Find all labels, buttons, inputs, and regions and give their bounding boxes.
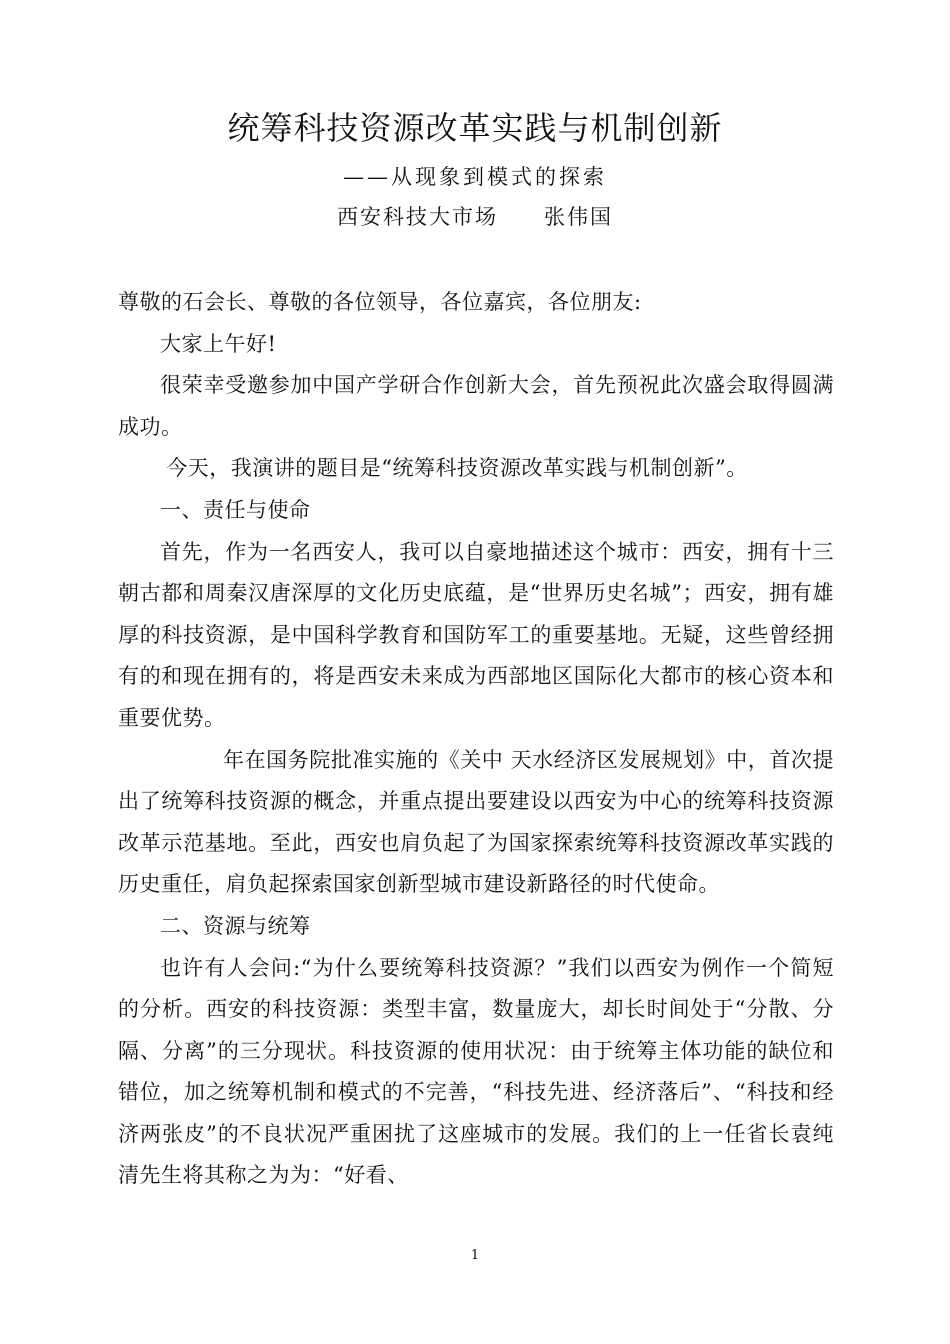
paragraph-opening: 很荣幸受邀参加中国产学研合作创新大会，首先预祝此次盛会取得圆满成功。 (118, 373, 834, 439)
author-organization: 西安科技大市场 (337, 205, 498, 229)
paragraph-xian-intro: 首先，作为一名西安人，我可以自豪地描述这个城市：西安，拥有十三朝古都和周秦汉唐深厚的文化历史底蕴，是“世界历史名城”；西安，拥有雄厚的科技资源，是中国科学教育和国防军工的重要基地。无疑，这些曾经拥有的和现在拥有的，将是西安未来成为西部地区国际化大都市的核心资本和重要优势。 (118, 539, 834, 730)
greeting: 大家上午好! (160, 331, 277, 356)
author-line (0, 202, 950, 232)
section-heading-2: 二、资源与统筹 (160, 913, 311, 938)
author-name: 张伟国 (544, 205, 613, 229)
paragraph-topic: 今天，我演讲的题目是“统筹科技资源改革实践与机制创新”。 (166, 456, 748, 481)
paragraph-resources: 也许有人会问:“为什么要统筹科技资源？”我们以西安为例作一个简短的分析。西安的科技资源：类型丰富，数量庞大，却长时间处于“分散、分隔、分离”的三分现状。科技资源的使用状况：由于统筹主体功能的缺位和错位，加之统筹机制和模式的不完善，“科技先进、经济落后”、“科技和经济两张皮”的不良状况严重困扰了这座城市的发展。我们的上一任省长袁纯清先生将其称之为为：“好看、 (118, 955, 834, 1188)
document-body (118, 282, 834, 1197)
document-title: 统筹科技资源改革实践与机制创新 (227, 109, 723, 147)
salutation: 尊敬的石会长、尊敬的各位领导，各位嘉宾，各位朋友: (118, 290, 642, 314)
page-number: 1 (470, 1248, 480, 1263)
section-heading-1: 一、责任与使命 (160, 497, 311, 522)
document-subtitle: ——从现象到模式的探索 (343, 165, 607, 189)
paragraph-plan: 年在国务院批准实施的《关中 天水经济区发展规划》中，首次提出了统筹科技资源的概念，并重点提出要建设以西安为中心的统筹科技资源改革示范基地。至此，西安也肩负起了为国家探索统筹科技资源改革实践的历史重任，肩负起探索国家创新型城市建设新路径的时代使命。 (118, 747, 834, 897)
